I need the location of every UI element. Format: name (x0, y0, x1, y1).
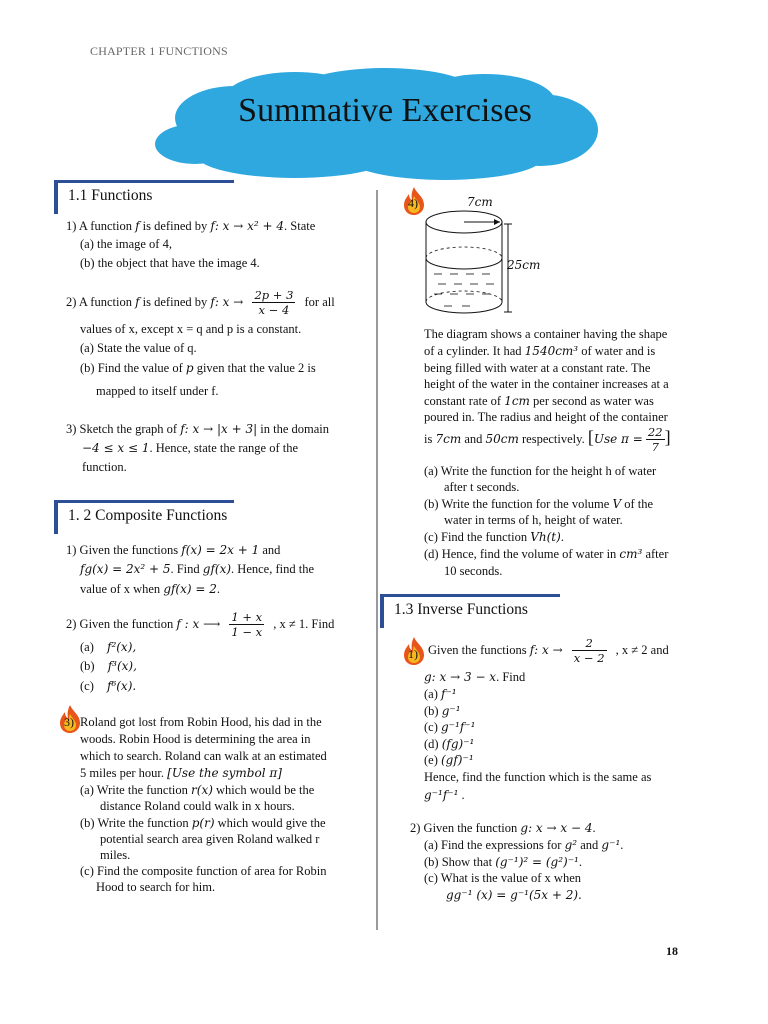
column-divider (376, 190, 378, 930)
s11-q1-part-b: (b) the object that have the image 4. (80, 256, 260, 270)
s12-q3-part-b-cont2: miles. (100, 848, 131, 862)
page-number: 18 (666, 944, 678, 958)
s11-q2-part-b: (b) Find the value of p given that the value 2 is (80, 361, 316, 375)
q4-part-a: (a) Write the function for the height h of water (424, 464, 657, 478)
s12-q3-line4: 5 miles per hour. [Use the symbol π] (80, 766, 282, 780)
s13-q1-line1: Given the functions f: x → $\frac{2}{x - 2}$ , x ≠ 2 and (428, 636, 669, 666)
q4-number: 4) (408, 196, 418, 210)
q4-line2: of a cylinder. It had 1540cm³ of water and is (424, 344, 656, 358)
q4-line1: The diagram shows a container having the shape (424, 327, 668, 341)
section-header-1-2 (54, 500, 354, 534)
s13-q2-part-c: (c) What is the value of x when (424, 871, 582, 885)
s13-q2-part-c-expr: gg⁻¹ (x) = g⁻¹(5x + 2). (446, 888, 582, 902)
s12-q3-part-b-cont1: potential search area given Roland walked r (100, 832, 320, 846)
s11-q1-line1: 1) A function f is defined by f: x → x² + 4. State (66, 219, 316, 233)
s13-q1-hence: Hence, find the function which is the same as (424, 770, 652, 784)
s13-q1-number: 1) (408, 647, 418, 661)
s12-q3-part-a: (a) Write the function r(x) which would be the (80, 783, 315, 797)
s12-q1-line2: fg(x) = 2x² + 5. Find gf(x). Hence, find the (80, 562, 314, 576)
cylinder-diagram (420, 194, 550, 320)
s12-q2-part-c: (c) f⁶(x). (80, 679, 137, 693)
s13-q1-part-e: (e) (gf)⁻¹ (424, 753, 474, 767)
s13-q1-line2: g: x → 3 − x. Find (424, 670, 526, 684)
s12-q3-line3: which to search. Roland can walk at an estimated (80, 749, 327, 763)
s12-q3-line1: Roland got lost from Robin Hood, his dad in the (80, 715, 322, 729)
q4-line3: being filled with water at a constant rate. The (424, 361, 651, 375)
q4-line7: is 7cm and 50cm respectively. [Use π = $\frac{22}{7}$ ] (424, 425, 671, 455)
section-title: 1. 2 Composite Functions (68, 507, 228, 524)
q4-line5: constant rate of 1cm per second as water was (424, 394, 654, 408)
s11-q2-part-a: (a) State the value of q. (80, 341, 197, 355)
q4-part-c: (c) Find the function Vh(t). (424, 530, 564, 544)
s12-q2-line1: 2) Given the function f : x ⟶ $\frac{1 + x}{1 - x}$ , x ≠ 1. Find (66, 610, 335, 640)
q4-part-a-cont: after t seconds. (444, 480, 520, 494)
section-title: 1.1 Functions (68, 187, 153, 204)
q4-part-b: (b) Write the function for the volume V of the (424, 497, 654, 511)
s13-q1-part-b: (b) g⁻¹ (424, 704, 461, 718)
s12-q1-line3: value of x when gf(x) = 2. (80, 582, 221, 596)
section-header-1-3 (380, 594, 670, 628)
radius-label: 7cm (467, 195, 493, 209)
s13-q1-part-c: (c) g⁻¹f⁻¹ (424, 720, 476, 734)
s12-q3-part-c-cont: Hood to search for him. (96, 880, 216, 894)
s11-q2-line2: values of x, except x = q and p is a constant. (80, 322, 302, 336)
s11-q1-part-a: (a) the image of 4, (80, 237, 172, 251)
s12-q3-line2: woods. Robin Hood is determining the area in (80, 732, 311, 746)
s12-q1-line1: 1) Given the functions f(x) = 2x + 1 and (66, 543, 281, 557)
section-title: 1.3 Inverse Functions (394, 601, 528, 618)
page-title: Summative Exercises (238, 92, 532, 129)
section-header-1-1 (54, 180, 354, 214)
s12-q3-part-a-cont: distance Roland could walk in x hours. (100, 799, 295, 813)
q4-part-d: (d) Hence, find the volume of water in cm³ after (424, 547, 669, 561)
s11-q3-line1: 3) Sketch the graph of f: x → |x + 3| in the domain (66, 422, 329, 436)
q4-line4: height of the water in the container increases at a (424, 377, 669, 391)
s13-q2-part-a: (a) Find the expressions for g² and g⁻¹. (424, 838, 624, 852)
s13-q1-part-d: (d) (fg)⁻¹ (424, 737, 475, 751)
s13-q1-part-a: (a) f⁻¹ (424, 687, 457, 701)
s12-q3-part-c: (c) Find the composite function of area for Robin (80, 864, 327, 878)
q4-part-d-cont: 10 seconds. (444, 564, 503, 578)
s11-q2-part-b-cont: mapped to itself under f. (96, 384, 219, 398)
s12-q2-part-b: (b) f³(x), (80, 659, 137, 673)
s11-q2-line1: 2) A function f is defined by f: x → $\frac{2p + 3}{x - 4}$ for all (66, 288, 335, 318)
s12-q2-part-a: (a) f²(x), (80, 640, 137, 654)
q4-line6: poured in. The radius and height of the container (424, 410, 668, 424)
s13-q2-line1: 2) Given the function g: x → x − 4. (410, 821, 596, 835)
chapter-label: CHAPTER 1 FUNCTIONS (90, 44, 228, 58)
s13-q1-hence-expr: g⁻¹f⁻¹ . (424, 788, 465, 802)
s12-q3-number: 3) (64, 715, 74, 729)
s11-q3-line3: function. (82, 460, 127, 474)
s13-q2-part-b: (b) Show that (g⁻¹)² = (g²)⁻¹. (424, 855, 582, 869)
s12-q3-part-b: (b) Write the function p(r) which would give the (80, 816, 326, 830)
height-label: 25cm (507, 258, 541, 272)
q4-part-b-cont: water in terms of h, height of water. (444, 513, 623, 527)
s11-q3-line2: −4 ≤ x ≤ 1. Hence, state the range of the (82, 441, 299, 455)
